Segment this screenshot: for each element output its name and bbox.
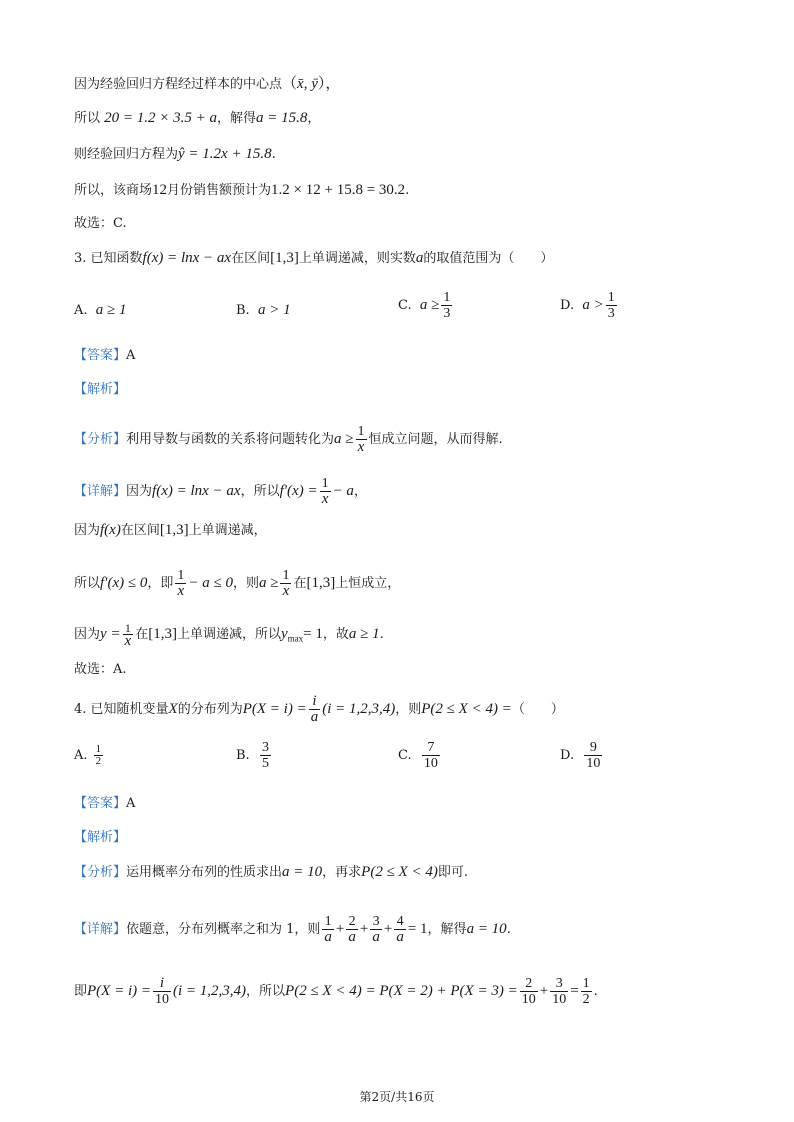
math-regression: ŷ = 1.2x + 15.8 <box>178 146 272 162</box>
q4-option-b: B. $\frac{3}{5}$ <box>236 740 269 771</box>
q3-jiexi: 【解析】 <box>74 382 127 397</box>
text-line-1: 因为经验回归方程经过样本的中心点（x̄, ȳ）， <box>74 76 341 92</box>
q3-option-c: C. a ≥ $\frac{1}{3}$ <box>398 290 451 321</box>
fraction: $\frac{2}{10}$ <box>521 976 536 1007</box>
fraction: $\frac{1}{x}$ <box>282 568 290 599</box>
q3-detail-3: 所以f′(x) ≤ 0，即 $\frac{1}{x}$ − a ≤ 0，则a ≥ $\frac{1}{x}$ 在[1,3]上恒成立， <box>74 568 401 599</box>
fraction: $\frac{1}{x}$ <box>321 476 329 507</box>
q3-option-a: A. a ≥ 1 <box>74 302 127 318</box>
fraction: $\frac{1}{3}$ <box>443 290 451 321</box>
q4-detail-2: 即P(X = i) = $\frac{i}{10}$ (i = 1,2,3,4)，所以P(2 ≤ X < 4) = P(X = 2) + P(X = 3) = $\frac{2}{10}$ + $\frac{3}{10}$ = $\frac{1}{2}$ . <box>74 975 598 1007</box>
fraction: $\frac{1}{3}$ <box>607 290 615 321</box>
q4-answer: 【答案】A <box>74 796 136 811</box>
q3-answer: 【答案】A <box>74 348 136 363</box>
fraction: $\frac{1}{2}$ <box>582 976 590 1007</box>
fraction: $\frac{4}{a}$ <box>396 914 404 945</box>
text-line-2: 所以 20 = 1.2 × 3.5 + a，解得a = 15.8， <box>74 110 321 126</box>
math-equation: 20 = 1.2 × 3.5 + a <box>104 110 218 126</box>
q3-option-d: D. a > $\frac{1}{3}$ <box>560 290 615 321</box>
fraction: $\frac{3}{5}$ <box>261 740 269 771</box>
text-line-5: 故选：C. <box>74 216 127 231</box>
fraction: $\frac{7}{10}$ <box>423 740 438 771</box>
math-center-point: x̄, ȳ <box>297 76 318 92</box>
text-line-4: 所以，该商场12月份销售额预计为1.2 × 12 + 15.8 = 30.2. <box>74 182 410 198</box>
q4-fenxi: 【分析】运用概率分布列的性质求出a = 10，再求P(2 ≤ X < 4)即可. <box>74 864 468 880</box>
q3-xiangjie: 【详解】因为f(x) = lnx − ax，所以f′(x) = $\frac{1}{x}$ − a， <box>74 476 367 507</box>
fraction: $\frac{2}{a}$ <box>348 914 356 945</box>
fraction: $\frac{1}{x}$ <box>177 568 185 599</box>
question-4-stem: 4. 已知随机变量X的分布列为P(X = i) = $\frac{i}{a}$ (i = 1,2,3,4)，则P(2 ≤ X < 4) =（ ） <box>74 693 564 725</box>
fraction: $\frac{1}{x}$ <box>124 621 132 649</box>
q4-option-d: D. $\frac{9}{10}$ <box>560 740 601 771</box>
q4-xiangjie: 【详解】依题意，分布列概率之和为 1，则 $\frac{1}{a}$ + $\frac{2}{a}$ + $\frac{3}{a}$ + $\frac{4}{a}$ = 1，解得a = 10. <box>74 914 511 945</box>
fraction: $\frac{i}{a}$ <box>310 693 319 725</box>
q3-option-b: B. a > 1 <box>236 302 291 318</box>
fraction: $\frac{1}{2}$ <box>95 743 102 767</box>
text-line-3: 则经验回归方程为ŷ = 1.2x + 15.8. <box>74 146 276 162</box>
q4-option-a: A. $\frac{1}{2}$ <box>74 743 102 767</box>
q3-detail-2: 因为f(x)在区间[1,3]上单调递减， <box>74 522 267 538</box>
q4-jiexi: 【解析】 <box>74 830 127 845</box>
fraction: $\frac{1}{a}$ <box>324 914 332 945</box>
q3-fenxi: 【分析】利用导数与函数的关系将问题转化为a ≥ $\frac{1}{x}$ 恒成立问题，从而得解. <box>74 424 503 455</box>
fraction: $\frac{1}{x}$ <box>357 424 365 455</box>
q3-detail-4: 因为y = $\frac{1}{x}$ 在[1,3]上单调递减，所以$y_{max}= 1$，故a ≥ 1. <box>74 621 384 649</box>
fraction: $\frac{9}{10}$ <box>586 740 601 771</box>
q3-detail-5: 故选：A. <box>74 662 127 677</box>
math-prediction: 1.2 × 12 + 15.8 = 30.2 <box>271 182 406 198</box>
q4-option-c: C. $\frac{7}{10}$ <box>398 740 438 771</box>
page-footer: 第2页/共16页 <box>359 1090 435 1104</box>
fraction: $\frac{3}{10}$ <box>552 976 567 1007</box>
fraction: $\frac{3}{a}$ <box>372 914 380 945</box>
fraction: $\frac{i}{10}$ <box>155 975 169 1007</box>
math-result: a = 15.8 <box>256 110 308 126</box>
question-3-stem: 3. 已知函数f(x) = lnx − ax在区间[1,3]上单调递减，则实数a的取值范围为（ ） <box>74 250 554 266</box>
